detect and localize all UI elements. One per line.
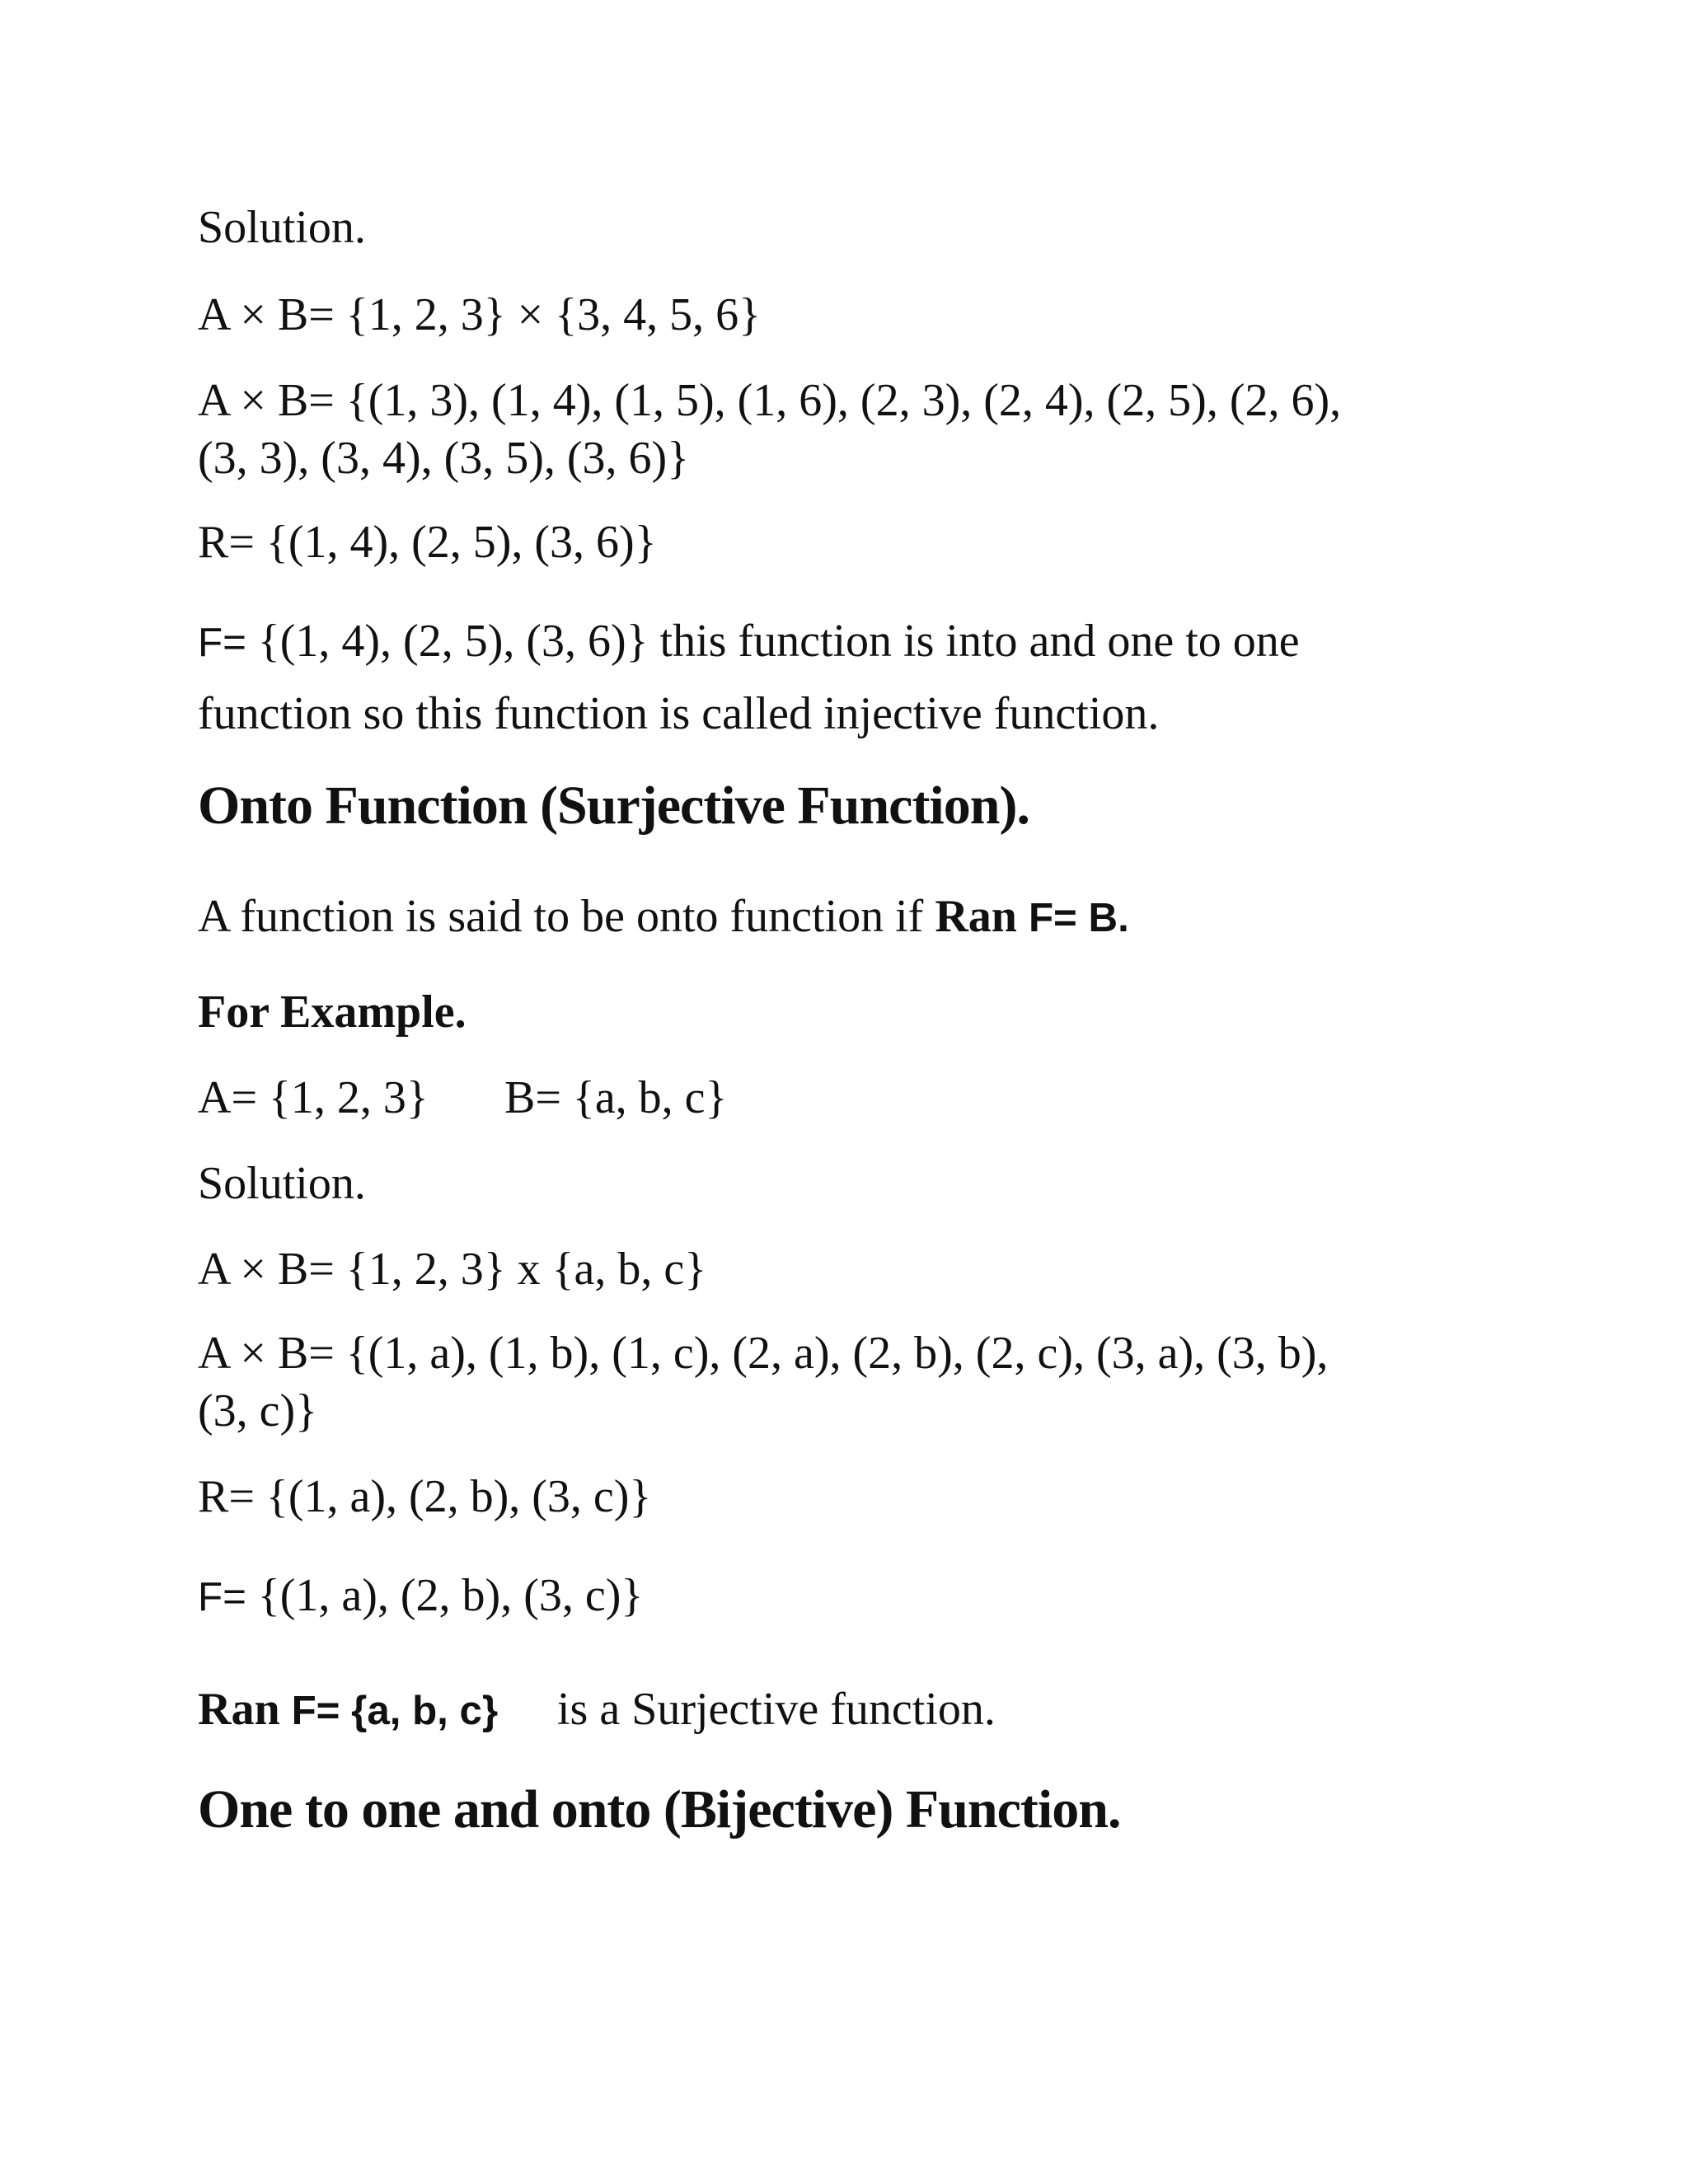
onto-definition-formula: F= B. <box>1028 895 1129 940</box>
example-cartesian-line-2: (3, c)} <box>198 1385 318 1436</box>
example-heading: For Example. <box>198 987 467 1038</box>
range-ran: Ran <box>198 1684 292 1735</box>
example-function-f <box>198 1566 643 1626</box>
set-b: B= {a, b, c} <box>504 1072 728 1123</box>
function-f-text: {(1, 4), (2, 5), (3, 6)} this function is into and one to one <box>246 616 1300 667</box>
set-a: A= {1, 2, 3} <box>198 1072 429 1123</box>
range-statement <box>198 1680 498 1740</box>
range-description: is a Surjective function. <box>557 1684 996 1735</box>
onto-definition-text: A function is said to be onto function if <box>198 891 935 942</box>
function-f-line-1 <box>198 612 1300 672</box>
onto-definition-ran: Ran <box>935 891 1029 942</box>
relation-r: R= {(1, 4), (2, 5), (3, 6)} <box>198 517 657 568</box>
example-function-f-label: F= <box>198 1574 246 1619</box>
cartesian-product-line-1: A × B= {(1, 3), (1, 4), (1, 5), (1, 6), (2, 3), (2, 4), (2, 5), (2, 6), <box>198 375 1342 426</box>
example-function-f-set: {(1, a), (2, b), (3, c)} <box>246 1570 644 1621</box>
function-f-line-2: function so this function is called injective function. <box>198 688 1160 739</box>
cartesian-product-line-2: (3, 3), (3, 4), (3, 5), (3, 6)} <box>198 433 690 484</box>
example-cartesian-line-1: A × B= {(1, a), (1, b), (1, c), (2, a), (2, b), (2, c), (3, a), (3, b), <box>198 1328 1329 1379</box>
range-formula: F= {a, b, c} <box>291 1688 499 1733</box>
example-solution-label: Solution. <box>198 1158 366 1209</box>
onto-function-heading: Onto Function (Surjective Function). <box>198 776 1029 836</box>
example-cartesian-definition: A × B= {1, 2, 3} x {a, b, c} <box>198 1244 707 1295</box>
function-f-label: F= <box>198 620 246 665</box>
solution-label: Solution. <box>198 202 366 253</box>
cartesian-product-definition: A × B= {1, 2, 3} × {3, 4, 5, 6} <box>198 289 761 340</box>
example-relation-r: R= {(1, a), (2, b), (3, c)} <box>198 1471 652 1522</box>
bijective-function-heading: One to one and onto (Bijective) Function. <box>198 1779 1121 1840</box>
onto-definition <box>198 887 1129 947</box>
